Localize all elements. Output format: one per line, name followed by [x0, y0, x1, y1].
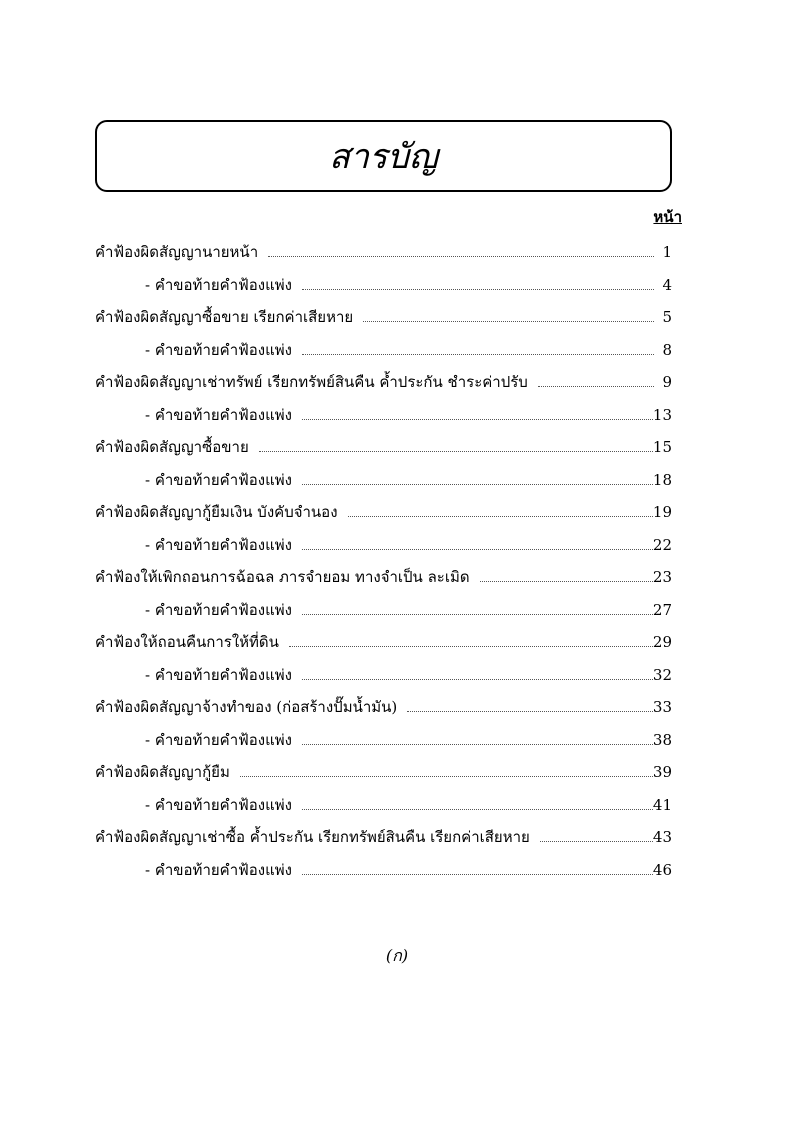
toc-entry-page: 33: [652, 698, 672, 716]
dot-leader: [302, 549, 653, 550]
toc-entry-label: คำฟ้องผิดสัญญาจ้างทำของ (ก่อสร้างปั๊มน้ำมัน): [95, 698, 398, 716]
toc-entry-page: 22: [652, 535, 672, 554]
toc-entry[interactable]: [95, 565, 672, 598]
title-box: [95, 120, 672, 192]
toc-entry-page: 43: [652, 828, 672, 846]
dot-leader: [302, 679, 653, 680]
toc-entry-page: 29: [652, 633, 672, 651]
toc-entry-label: - คำขอท้ายคำฟ้องแพ่ง: [145, 275, 292, 294]
toc-entry[interactable]: [95, 500, 672, 533]
toc-subentry[interactable]: [95, 598, 672, 631]
toc-entry-label: คำฟ้องผิดสัญญาเช่าทรัพย์ เรียกทรัพย์สินคืน ค้ำประกัน ชำระค่าปรับ: [95, 373, 528, 391]
toc-entry-page: 4: [662, 275, 672, 294]
toc-entry-page: 41: [652, 795, 672, 814]
toc-entry-page: 13: [652, 405, 672, 424]
toc-entry-label: - คำขอท้ายคำฟ้องแพ่ง: [145, 405, 292, 424]
dot-leader: [302, 289, 654, 290]
dot-leader: [302, 614, 653, 615]
dot-leader: [302, 874, 653, 875]
toc-subentry[interactable]: [95, 728, 672, 761]
dot-leader: [240, 776, 653, 777]
toc-entry-page: 8: [662, 340, 672, 359]
toc-entry-label: - คำขอท้ายคำฟ้องแพ่ง: [145, 665, 292, 684]
toc-entry-label: - คำขอท้ายคำฟ้องแพ่ง: [145, 470, 292, 489]
toc-subentry[interactable]: [95, 338, 672, 371]
toc-entry[interactable]: [95, 825, 672, 858]
toc-entry-page: 1: [662, 243, 672, 261]
toc-entry-label: คำฟ้องให้ถอนคืนการให้ที่ดิน: [95, 633, 279, 651]
dot-leader: [268, 256, 654, 257]
dot-leader: [302, 809, 653, 810]
toc-entry[interactable]: [95, 370, 672, 403]
toc-entry[interactable]: [95, 630, 672, 663]
toc-entry[interactable]: [95, 760, 672, 793]
toc-entry-label: คำฟ้องผิดสัญญากู้ยืมเงิน บังคับจำนอง: [95, 503, 338, 521]
toc-entry[interactable]: [95, 240, 672, 273]
toc-entry-page: 32: [652, 665, 672, 684]
dot-leader: [302, 484, 653, 485]
toc-subentry[interactable]: [95, 793, 672, 826]
toc-entry-page: 27: [652, 600, 672, 619]
toc-entry-page: 18: [652, 470, 672, 489]
toc-subentry[interactable]: [95, 273, 672, 306]
toc-entry-page: 5: [662, 308, 672, 326]
toc-entry-label: - คำขอท้ายคำฟ้องแพ่ง: [145, 795, 292, 814]
dot-leader: [540, 841, 653, 842]
toc-subentry[interactable]: [95, 468, 672, 501]
toc-subentry[interactable]: [95, 858, 672, 891]
toc-entry-label: คำฟ้องผิดสัญญากู้ยืม: [95, 763, 230, 781]
toc-entry-label: คำฟ้องผิดสัญญาเช่าซื้อ ค้ำประกัน เรียกทรัพย์สินคืน เรียกค่าเสียหาย: [95, 828, 530, 846]
toc-entry-page: 46: [652, 860, 672, 879]
toc-entry-page: 9: [662, 373, 672, 391]
toc-entry-label: คำฟ้องผิดสัญญานายหน้า: [95, 243, 259, 261]
toc-entry-label: - คำขอท้ายคำฟ้องแพ่ง: [145, 860, 292, 879]
page-column-header: หน้า: [653, 208, 682, 226]
toc-entry-page: 19: [652, 503, 672, 521]
dot-leader: [302, 419, 653, 420]
dot-leader: [407, 711, 653, 712]
toc-entry-label: คำฟ้องผิดสัญญาซื้อขาย: [95, 438, 249, 456]
toc-entry[interactable]: [95, 435, 672, 468]
toc-entry[interactable]: [95, 695, 672, 728]
page-title: สารบัญ: [329, 137, 438, 177]
dot-leader: [289, 646, 653, 647]
toc-subentry[interactable]: [95, 663, 672, 696]
table-of-contents: [95, 240, 672, 890]
toc-subentry[interactable]: [95, 403, 672, 436]
dot-leader: [363, 321, 654, 322]
toc-entry-label: - คำขอท้ายคำฟ้องแพ่ง: [145, 340, 292, 359]
toc-entry-label: - คำขอท้ายคำฟ้องแพ่ง: [145, 600, 292, 619]
toc-entry-label: - คำขอท้ายคำฟ้องแพ่ง: [145, 730, 292, 749]
toc-entry-page: 23: [652, 568, 672, 586]
dot-leader: [538, 386, 654, 387]
toc-entry[interactable]: [95, 305, 672, 338]
toc-entry-label: คำฟ้องผิดสัญญาซื้อขาย เรียกค่าเสียหาย: [95, 308, 354, 326]
toc-subentry[interactable]: [95, 533, 672, 566]
toc-entry-label: คำฟ้องให้เพิกถอนการฉ้อฉล ภารจำยอม ทางจำเป็น ละเมิด: [95, 568, 470, 586]
dot-leader: [348, 516, 653, 517]
dot-leader: [302, 354, 654, 355]
dot-leader: [259, 451, 653, 452]
page-number-footer: (ก): [385, 946, 409, 965]
toc-entry-label: - คำขอท้ายคำฟ้องแพ่ง: [145, 535, 292, 554]
dot-leader: [480, 581, 653, 582]
toc-entry-page: 15: [652, 438, 672, 456]
dot-leader: [302, 744, 653, 745]
toc-entry-page: 38: [652, 730, 672, 749]
toc-entry-page: 39: [652, 763, 672, 781]
